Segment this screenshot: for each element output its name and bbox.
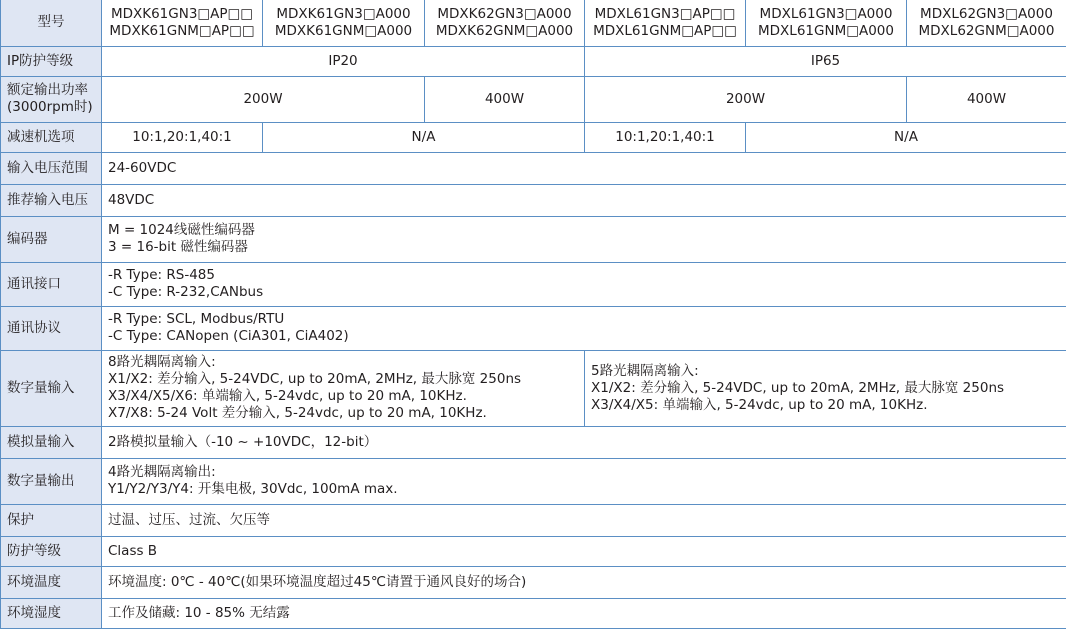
reducer-value: 10:1,20:1,40:1 bbox=[102, 122, 263, 152]
env-temp-row bbox=[1, 566, 1066, 598]
comm-protocol-value: -R Type: SCL, Modbus/RTU -C Type: CANopen (CiA301, CiA402) bbox=[102, 306, 1066, 350]
model-cell: MDXL61GN3□A000 MDXL61GNM□A000 bbox=[746, 0, 907, 46]
model-cell: MDXL62GN3□A000 MDXL62GNM□A000 bbox=[907, 0, 1066, 46]
model-label: 型号 bbox=[1, 0, 102, 46]
digital-in-row bbox=[1, 350, 1066, 426]
voltage-rec-row bbox=[1, 184, 1066, 216]
power-value: 400W bbox=[907, 76, 1066, 122]
encoder-label: 编码器 bbox=[1, 216, 102, 262]
encoder-row bbox=[1, 216, 1066, 262]
digital-in-left: 8路光耦隔离输入: X1/X2: 差分输入, 5-24VDC, up to 20mA, 2MHz, 最大脉宽 250ns X3/X4/X5/X6: 单端输入, 5-24vdc, up to 20 mA, 10KHz. X7/X8: 5-24 Volt 差分输入, 5-24vdc, up to 20 mA, 10KHz. bbox=[102, 350, 585, 426]
env-temp-value: 环境温度: 0℃ - 40℃(如果环境温度超过45℃请置于通风良好的场合) bbox=[102, 566, 1066, 598]
comm-port-row bbox=[1, 262, 1066, 306]
power-value: 200W bbox=[102, 76, 425, 122]
voltage-rec-value: 48VDC bbox=[102, 184, 1066, 216]
digital-out-label: 数字量输出 bbox=[1, 458, 102, 504]
reducer-row bbox=[1, 122, 1066, 152]
ip-row bbox=[1, 46, 1066, 76]
power-value: 400W bbox=[425, 76, 585, 122]
ip-value-right: IP65 bbox=[585, 46, 1066, 76]
reducer-value: N/A bbox=[746, 122, 1066, 152]
reducer-value: 10:1,20:1,40:1 bbox=[585, 122, 746, 152]
voltage-range-value: 24-60VDC bbox=[102, 152, 1066, 184]
protection-value: 过温、过压、过流、欠压等 bbox=[102, 504, 1066, 536]
reducer-value: N/A bbox=[263, 122, 585, 152]
comm-protocol-label: 通讯协议 bbox=[1, 306, 102, 350]
model-cell: MDXK61GN3□A000 MDXK61GNM□A000 bbox=[263, 0, 425, 46]
protection-class-value: Class B bbox=[102, 536, 1066, 566]
power-row bbox=[1, 76, 1066, 122]
analog-in-row bbox=[1, 426, 1066, 458]
protection-row bbox=[1, 504, 1066, 536]
protection-label: 保护 bbox=[1, 504, 102, 536]
power-label: 额定输出功率 (3000rpm时) bbox=[1, 76, 102, 122]
model-cell: MDXK61GN3□AP□□ MDXK61GNM□AP□□ bbox=[102, 0, 263, 46]
comm-protocol-row bbox=[1, 306, 1066, 350]
model-cell: MDXL61GN3□AP□□ MDXL61GNM□AP□□ bbox=[585, 0, 746, 46]
env-humidity-label: 环境湿度 bbox=[1, 598, 102, 628]
model-cell: MDXK62GN3□A000 MDXK62GNM□A000 bbox=[425, 0, 585, 46]
ip-value-left: IP20 bbox=[102, 46, 585, 76]
reducer-label: 减速机选项 bbox=[1, 122, 102, 152]
voltage-range-row bbox=[1, 152, 1066, 184]
protection-class-row bbox=[1, 536, 1066, 566]
encoder-value: M = 1024线磁性编码器 3 = 16-bit 磁性编码器 bbox=[102, 216, 1066, 262]
digital-in-label: 数字量输入 bbox=[1, 350, 102, 426]
analog-in-label: 模拟量输入 bbox=[1, 426, 102, 458]
ip-label: IP防护等级 bbox=[1, 46, 102, 76]
comm-port-value: -R Type: RS-485 -C Type: R-232,CANbus bbox=[102, 262, 1066, 306]
digital-out-value: 4路光耦隔离输出: Y1/Y2/Y3/Y4: 开集电极, 30Vdc, 100mA max. bbox=[102, 458, 1066, 504]
power-value: 200W bbox=[585, 76, 907, 122]
digital-in-right: 5路光耦隔离输入: X1/X2: 差分输入, 5-24VDC, up to 20mA, 2MHz, 最大脉宽 250ns X3/X4/X5: 单端输入, 5-24vdc, up to 20 mA, 10KHz. bbox=[585, 350, 1066, 426]
model-row bbox=[1, 0, 1066, 46]
analog-in-value: 2路模拟量输入（-10 ~ +10VDC，12-bit） bbox=[102, 426, 1066, 458]
voltage-rec-label: 推荐输入电压 bbox=[1, 184, 102, 216]
env-humidity-value: 工作及储藏: 10 - 85% 无结露 bbox=[102, 598, 1066, 628]
env-temp-label: 环境温度 bbox=[1, 566, 102, 598]
digital-out-row bbox=[1, 458, 1066, 504]
env-humidity-row bbox=[1, 598, 1066, 628]
protection-class-label: 防护等级 bbox=[1, 536, 102, 566]
voltage-range-label: 输入电压范围 bbox=[1, 152, 102, 184]
comm-port-label: 通讯接口 bbox=[1, 262, 102, 306]
